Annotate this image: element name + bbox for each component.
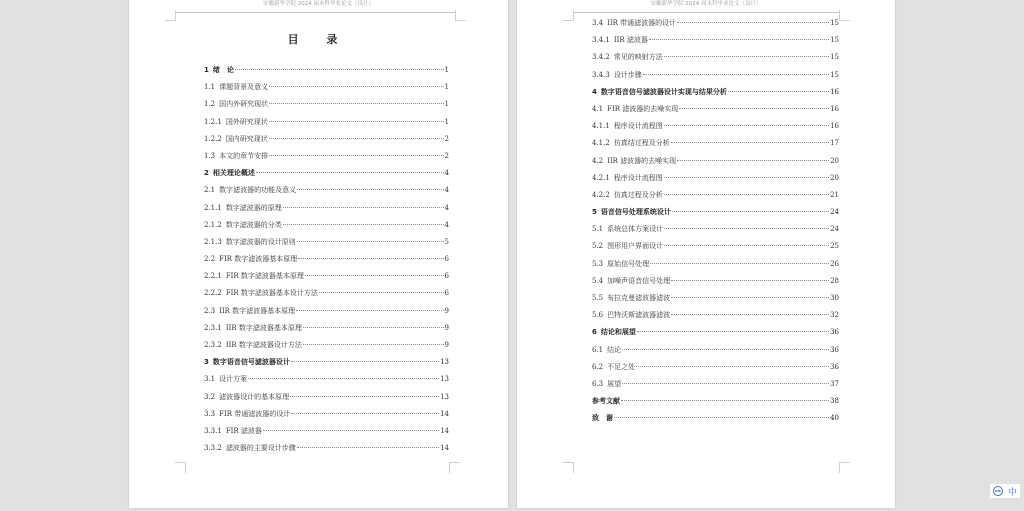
toc-entry[interactable] <box>204 339 449 356</box>
toc-entry-title: 数字语音信号滤波器设计 <box>212 358 290 367</box>
toc-entry-page: 15 <box>830 19 839 27</box>
toc-entry-title: 仿真结过程及分析 <box>613 139 670 148</box>
toc-entry-page: 36 <box>830 328 839 337</box>
toc-entry-page: 21 <box>830 190 839 199</box>
toc-entry-title: 本文的章节安排 <box>219 151 269 160</box>
toc-entry-page: 1 <box>444 117 449 126</box>
running-header: 安徽新华学院 2024 届本科毕业论文（设计） <box>263 1 374 7</box>
table-of-contents-continued <box>592 17 839 430</box>
dot-leader <box>291 413 439 414</box>
toc-entry-number: 3.2 <box>204 392 216 401</box>
toc-entry-number: 5.1 <box>592 225 604 234</box>
toc-entry-number: 3.3.1 <box>204 426 222 435</box>
toc-entry-page: 4 <box>444 220 449 229</box>
toc-entry[interactable] <box>592 17 839 34</box>
toc-entry[interactable] <box>204 202 449 219</box>
toc-entry-page: 36 <box>830 345 839 354</box>
dot-leader <box>269 138 444 139</box>
toc-entry[interactable] <box>592 395 839 412</box>
dot-leader <box>614 417 829 418</box>
toc-entry-number: 2.1.2 <box>204 220 222 229</box>
toc-entry-page: 16 <box>830 87 839 96</box>
dot-leader <box>291 361 439 362</box>
toc-entry-title: 原始信号处理 <box>607 259 650 268</box>
toc-entry-title: 数字滤波器的设计原则 <box>225 237 296 246</box>
dot-leader <box>235 69 444 70</box>
toc-entry-number: 2.3.2 <box>204 341 222 349</box>
toc-entry-title: IIR 数字滤波器设计方法 <box>225 341 302 349</box>
toc-entry-title: 结论 <box>607 345 622 354</box>
toc-entry-title: 课题背景及意义 <box>219 83 269 92</box>
toc-entry-number: 4.2.1 <box>592 173 610 182</box>
table-of-contents <box>204 64 449 459</box>
toc-entry-number: 1 <box>204 66 209 74</box>
toc-entry-number: 5.2 <box>592 242 604 251</box>
toc-entry-title: 语音信号处理系统设计 <box>600 208 671 217</box>
toc-entry-title: FIR 数字滤波器基本原理 <box>219 255 298 264</box>
toc-entry-title: 数字滤波器的原理 <box>225 203 282 212</box>
toc-entry-page: 36 <box>830 362 839 371</box>
dot-leader <box>303 344 444 345</box>
toc-entry-page: 20 <box>830 156 839 165</box>
toc-entry[interactable] <box>592 51 839 68</box>
toc-entry-number: 1.2.1 <box>204 117 222 126</box>
toc-entry[interactable] <box>592 137 839 154</box>
toc-entry[interactable] <box>592 172 839 189</box>
toc-entry-number: 3.4.3 <box>592 70 610 79</box>
toc-entry[interactable] <box>204 150 449 167</box>
toc-entry-page: 20 <box>830 173 839 182</box>
dot-leader <box>305 275 444 276</box>
dot-leader <box>637 331 829 332</box>
toc-entry[interactable] <box>204 373 449 390</box>
toc-entry-title: IIR 滤波器 <box>613 36 648 45</box>
toc-entry-number: 1.1 <box>204 83 216 92</box>
toc-entry-title: 常见的映射方法 <box>613 53 663 62</box>
toc-entry-title: 布拉克曼滤波器滤波 <box>607 294 671 302</box>
toc-entry-title: 参考文献 <box>592 397 620 406</box>
dot-leader <box>263 430 439 431</box>
toc-entry[interactable] <box>592 155 839 172</box>
toc-entry-number: 5.6 <box>592 311 604 320</box>
toc-entry-title: IIR 带通滤波器的设计 <box>607 19 677 27</box>
toc-entry-page: 2 <box>444 134 449 143</box>
toc-entry-title: 数字滤波器的分类 <box>225 220 282 229</box>
toc-entry-page: 16 <box>830 122 839 131</box>
toc-entry-title: 图形用户界面设计 <box>607 242 664 251</box>
toc-entry-page: 14 <box>440 426 449 435</box>
toc-entry-page: 1 <box>444 83 449 92</box>
dot-leader <box>671 280 829 281</box>
toc-entry-page: 9 <box>444 323 449 332</box>
toc-entry-title: IIR 滤波器的去噪实现 <box>607 156 677 165</box>
toc-entry[interactable] <box>592 258 839 275</box>
toc-entry-number: 4.1.1 <box>592 122 610 131</box>
toc-entry-number: 4.1 <box>592 104 604 113</box>
dot-leader <box>664 245 829 246</box>
crop-mark-bottom-left <box>563 462 574 473</box>
toc-entry-page: 9 <box>444 341 449 349</box>
document-page-1 <box>129 0 508 508</box>
toc-entry[interactable] <box>592 223 839 240</box>
toc-entry-page: 37 <box>830 379 839 388</box>
toc-entry[interactable] <box>592 206 839 223</box>
dot-leader <box>298 258 443 259</box>
dot-leader <box>290 396 439 397</box>
dot-leader <box>297 241 444 242</box>
toc-entry-page: 13 <box>440 358 449 367</box>
toc-entry[interactable] <box>204 391 449 408</box>
dot-leader <box>671 142 829 143</box>
toc-entry-title: 滤波器设计的基本原理 <box>219 392 290 401</box>
toc-entry-title: 绪 论 <box>212 66 234 74</box>
toc-entry-title: 不足之处 <box>607 362 636 371</box>
toc-entry-title: FIR 滤波器 <box>225 426 262 435</box>
toc-entry-title: FIR 数字滤波器基本设计方法 <box>225 289 318 298</box>
toc-entry-page: 4 <box>444 169 449 178</box>
toc-entry[interactable] <box>592 189 839 206</box>
toc-entry-title: 展望 <box>607 379 622 388</box>
toc-entry-title: 国外研究现状 <box>225 117 268 126</box>
toc-entry-page: 24 <box>830 225 839 234</box>
toc-entry[interactable] <box>204 81 449 98</box>
toc-entry-page: 4 <box>444 186 449 195</box>
toc-entry-number: 6 <box>592 328 597 337</box>
toc-entry[interactable] <box>592 34 839 51</box>
dot-leader <box>269 121 444 122</box>
toc-entry-title: FIR 数字滤波器基本原理 <box>225 272 304 281</box>
toc-entry[interactable] <box>592 120 839 137</box>
toc-entry[interactable] <box>204 356 449 373</box>
dot-leader <box>679 108 829 109</box>
ime-icon[interactable]: IME <box>993 486 1003 496</box>
dot-leader <box>621 400 829 401</box>
dot-leader <box>728 91 829 92</box>
toc-entry-page: 1 <box>444 100 449 109</box>
dot-leader <box>269 103 443 104</box>
dot-leader <box>297 189 443 190</box>
toc-entry-number: 2.2 <box>204 255 216 264</box>
toc-entry-number: 3.3.2 <box>204 444 222 453</box>
toc-entry-number: 1.2 <box>204 100 216 109</box>
toc-entry[interactable] <box>592 103 839 120</box>
toc-entry-title: 加噪声语音信号处理 <box>607 276 671 285</box>
toc-entry-number: 2.3.1 <box>204 323 222 332</box>
toc-entry-page: 13 <box>440 375 449 384</box>
toc-entry-page: 13 <box>440 392 449 401</box>
dot-leader <box>636 366 829 367</box>
toc-entry[interactable] <box>592 344 839 361</box>
toc-entry-number: 4.1.2 <box>592 139 610 148</box>
toc-entry-number: 6.3 <box>592 379 604 388</box>
toc-entry-title: 数字滤波器的功能及意义 <box>219 186 297 195</box>
toc-entry-page: 16 <box>830 104 839 113</box>
dot-leader <box>303 327 444 328</box>
toc-entry-number: 4.2 <box>592 156 604 165</box>
dot-leader <box>643 74 829 75</box>
toc-entry-page: 6 <box>444 255 449 264</box>
toc-entry-number: 3 <box>204 358 209 367</box>
toc-entry-page: 25 <box>830 242 839 251</box>
toc-entry-title: 数字语音信号滤波器设计实现与结果分析 <box>600 87 727 96</box>
toc-entry[interactable] <box>204 133 449 150</box>
crop-mark-bottom-right <box>839 462 850 473</box>
toc-entry-number: 2.1.3 <box>204 237 222 246</box>
toc-entry[interactable] <box>204 408 449 425</box>
toc-entry-title: 国内外研究现状 <box>219 100 269 109</box>
toc-entry-title: 国内研究现状 <box>225 134 268 143</box>
toc-entry-page: 15 <box>830 36 839 45</box>
dot-leader <box>664 56 829 57</box>
toc-entry-number: 1.2.2 <box>204 134 222 143</box>
toc-entry-number: 3.4.1 <box>592 36 610 45</box>
dot-leader <box>283 224 444 225</box>
toc-entry[interactable] <box>592 240 839 257</box>
dot-leader <box>622 349 829 350</box>
toc-entry-title: 相关理论概述 <box>212 169 255 178</box>
toc-entry-title: 结论和展望 <box>600 328 636 337</box>
toc-entry-number: 2.3 <box>204 306 216 315</box>
toc-entry-page: 6 <box>444 272 449 281</box>
toc-entry-title: 设计步骤 <box>613 70 642 79</box>
toc-entry-title: 仿真过程及分析 <box>613 190 663 199</box>
toc-entry-page: 15 <box>830 70 839 79</box>
toc-entry-number: 3.4 <box>592 19 604 27</box>
toc-entry-number: 1.3 <box>204 151 216 160</box>
dot-leader <box>664 177 829 178</box>
dot-leader <box>664 194 829 195</box>
crop-mark-top-right <box>839 10 850 21</box>
toc-entry[interactable] <box>204 219 449 236</box>
toc-entry[interactable] <box>204 184 449 201</box>
dot-leader <box>650 263 829 264</box>
toc-entry[interactable] <box>204 98 449 115</box>
toc-entry[interactable] <box>204 287 449 304</box>
toc-entry[interactable] <box>592 378 839 395</box>
toc-entry-number: 5.5 <box>592 294 604 302</box>
toc-entry[interactable] <box>592 361 839 378</box>
dot-leader <box>269 86 443 87</box>
toc-entry[interactable] <box>204 425 449 442</box>
toc-entry-page: 40 <box>830 414 839 423</box>
toc-entry-page: 24 <box>830 208 839 217</box>
toc-entry[interactable] <box>592 292 839 309</box>
toc-entry-number: 2.2.1 <box>204 272 222 281</box>
toc-entry-number: 6.1 <box>592 345 604 354</box>
toc-entry[interactable] <box>592 412 839 429</box>
toc-entry-title: IIR 数字滤波器基本原理 <box>225 323 302 332</box>
toc-entry-page: 38 <box>830 397 839 406</box>
toc-entry-number: 3.3 <box>204 409 216 418</box>
toc-entry[interactable] <box>204 167 449 184</box>
dot-leader <box>256 172 444 173</box>
toc-entry-page: 2 <box>444 151 449 160</box>
crop-mark-top-right <box>455 10 466 21</box>
dot-leader <box>248 378 439 379</box>
crop-mark-bottom-left <box>175 462 186 473</box>
dot-leader <box>671 314 829 315</box>
toc-entry-page: 14 <box>440 444 449 453</box>
toc-entry-number: 2 <box>204 169 209 178</box>
dot-leader <box>296 310 443 311</box>
toc-entry-page: 15 <box>830 53 839 62</box>
dot-leader <box>649 39 829 40</box>
toc-entry[interactable] <box>204 305 449 322</box>
dot-leader <box>677 22 829 23</box>
toc-entry-number: 4 <box>592 87 597 96</box>
toc-entry-page: 6 <box>444 289 449 298</box>
toc-entry[interactable] <box>204 253 449 270</box>
toc-entry-title: 系统总体方案设计 <box>607 225 664 234</box>
crop-mark-top-left <box>563 10 574 21</box>
toc-entry-page: 32 <box>830 311 839 320</box>
toc-entry[interactable] <box>592 309 839 326</box>
toc-entry[interactable] <box>592 326 839 343</box>
toc-entry-title: 设计方案 <box>219 375 248 384</box>
toc-entry[interactable] <box>204 270 449 287</box>
toc-entry-page: 28 <box>830 276 839 285</box>
input-method-indicator[interactable] <box>990 484 1020 498</box>
language-toggle[interactable]: 中 <box>1008 487 1018 498</box>
header-rule <box>175 12 455 13</box>
toc-entry[interactable] <box>204 442 449 459</box>
toc-entry[interactable] <box>592 69 839 86</box>
dot-leader <box>671 297 829 298</box>
toc-entry-title: FIR 带通滤波器的设计 <box>219 409 291 418</box>
toc-entry-number: 5.3 <box>592 259 604 268</box>
toc-entry-number: 6.2 <box>592 362 604 371</box>
toc-entry[interactable] <box>592 86 839 103</box>
crop-mark-bottom-right <box>449 462 460 473</box>
toc-entry-title: FIR 滤波器的去噪实现 <box>607 104 679 113</box>
dot-leader <box>622 383 829 384</box>
toc-entry-page: 5 <box>444 237 449 246</box>
dot-leader <box>672 211 829 212</box>
toc-entry[interactable] <box>204 116 449 133</box>
toc-entry-title: 程序设计流程图 <box>613 173 663 182</box>
toc-entry[interactable] <box>592 275 839 292</box>
toc-entry-number: 4.2.2 <box>592 190 610 199</box>
toc-entry-number: 2.2.2 <box>204 289 222 298</box>
dot-leader <box>319 292 444 293</box>
toc-entry[interactable] <box>204 236 449 253</box>
toc-entry-page: 1 <box>444 66 449 74</box>
running-header: 安徽新华学院 2024 届本科毕业论文（设计） <box>650 1 762 7</box>
toc-entry-page: 14 <box>440 409 449 418</box>
dot-leader <box>283 207 444 208</box>
toc-entry-page: 17 <box>830 139 839 148</box>
toc-entry-number: 2.1 <box>204 186 216 195</box>
toc-entry-title: 致 谢 <box>592 414 613 423</box>
toc-entry-number: 3.1 <box>204 375 216 384</box>
toc-entry-page: 30 <box>830 294 839 302</box>
crop-mark-top-left <box>165 10 176 21</box>
toc-title: 目 录 <box>287 33 350 46</box>
toc-entry[interactable] <box>204 64 449 81</box>
toc-entry-page: 26 <box>830 259 839 268</box>
dot-leader <box>269 155 443 156</box>
dot-leader <box>664 228 829 229</box>
toc-entry-title: 巴特沃斯滤波器滤波 <box>607 311 671 320</box>
toc-entry-page: 4 <box>444 203 449 212</box>
toc-entry-number: 5 <box>592 208 597 217</box>
toc-entry-title: 程序设计流程图 <box>613 122 663 131</box>
toc-entry-number: 2.1.1 <box>204 203 222 212</box>
header-rule <box>573 12 839 13</box>
toc-entry[interactable] <box>204 322 449 339</box>
document-page-2 <box>517 0 895 508</box>
toc-entry-title: IIR 数字滤波器基本原理 <box>219 306 296 315</box>
toc-entry-page: 9 <box>444 306 449 315</box>
dot-leader <box>677 160 829 161</box>
toc-entry-number: 5.4 <box>592 276 604 285</box>
toc-entry-number: 3.4.2 <box>592 53 610 62</box>
toc-entry-title: 滤波器的主要设计步骤 <box>225 444 296 453</box>
dot-leader <box>664 125 829 126</box>
dot-leader <box>297 447 439 448</box>
